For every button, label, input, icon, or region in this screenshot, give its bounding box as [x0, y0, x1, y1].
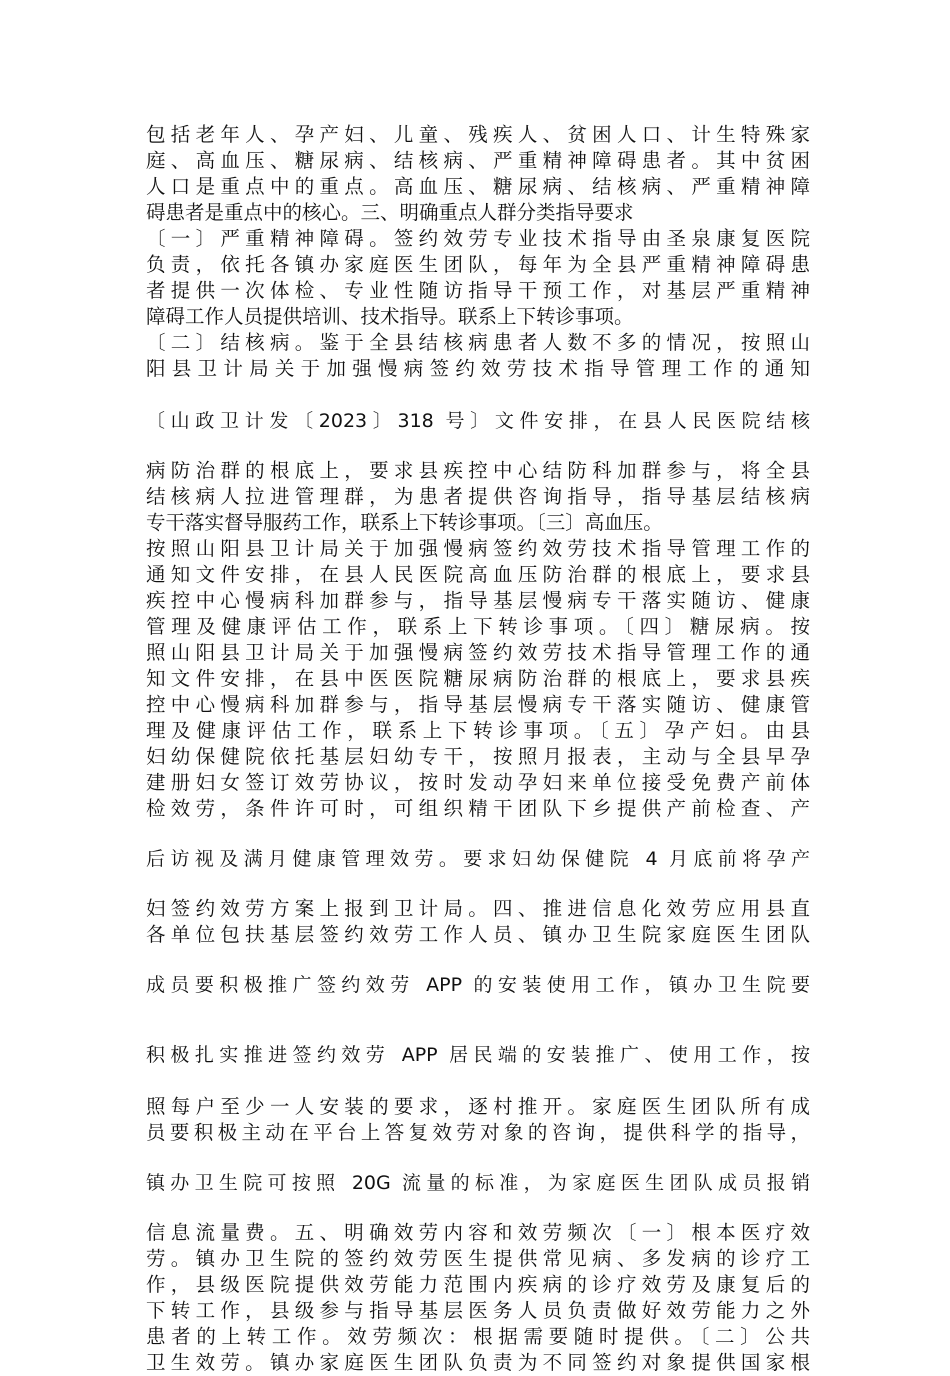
text-line: 照每户至少一人安装的要求，逐村推开。家庭医生团队所有成	[146, 1095, 810, 1118]
text-line: 按照山阳县卫计局关于加强慢病签约效劳技术指导管理工作的	[146, 537, 810, 560]
text-line: 建册妇女签订效劳协议，按时发动孕妇来单位接受免费产前体	[146, 771, 810, 794]
text-line: 者提供一次体检、专业性随访指导干预工作，对基层严重精神	[146, 279, 810, 302]
text-line: 障碍工作人员提供培训、技术指导。联系上下转诊事项。	[146, 305, 634, 328]
text-line: 卫生效劳。镇办家庭医生团队负责为不同签约对象提供国家根	[146, 1351, 810, 1374]
text-line: 信息流量费。五、明确效劳内容和效劳频次〔一〕根本医疗效	[146, 1221, 810, 1244]
text-line: 后访视及满月健康管理效劳。要求妇幼保健院 4 月底前将孕产	[146, 848, 810, 870]
text-line: 照山阳县卫计局关于加强慢病签约效劳技术指导管理工作的通	[146, 641, 810, 664]
text-line: 〔二〕结核病。鉴于全县结核病患者人数不多的情况，按照山	[146, 331, 810, 354]
text-line: 病防治群的根底上，要求县疾控中心结防科加群参与，将全县	[146, 459, 810, 482]
text-line: 阳县卫计局关于加强慢病签约效劳技术指导管理工作的通知	[146, 357, 810, 380]
text-line: 人口是重点中的重点。高血压、糖尿病、结核病、严重精神障	[146, 175, 810, 198]
text-line: 碍患者是重点中的核心。三、明确重点人群分类指导要求	[146, 201, 634, 224]
text-line: 控中心慢病科加群参与，指导基层慢病专干落实随访、健康管	[146, 693, 810, 716]
text-line: 庭、高血压、糖尿病、结核病、严重精神障碍患者。其中贫困	[146, 149, 810, 172]
text-line: 劳。镇办卫生院的签约效劳医生提供常见病、多发病的诊疗工	[146, 1247, 810, 1270]
text-line: 作，县级医院提供效劳能力范围内疾病的诊疗效劳及康复后的	[146, 1273, 810, 1296]
text-line: 下转工作，县级参与指导基层医务人员负责做好效劳能力之外	[146, 1299, 810, 1322]
text-line: 妇签约效劳方案上报到卫计局。四、推进信息化效劳应用县直	[146, 897, 810, 920]
text-line: 各单位包扶基层签约效劳工作人员、镇办卫生院家庭医生团队	[146, 923, 810, 946]
text-line: 包括老年人、孕产妇、儿童、残疾人、贫困人口、计生特殊家	[146, 123, 810, 146]
text-line: 结核病人拉进管理群，为患者提供咨询指导，指导基层结核病	[146, 485, 810, 508]
text-line: 积极扎实推进签约效劳 APP 居民端的安装推广、使用工作，按	[146, 1044, 810, 1066]
text-line: 检效劳，条件许可时，可组织精干团队下乡提供产前检查、产	[146, 797, 810, 820]
text-line: 知文件安排，在县中医医院糖尿病防治群的根底上，要求县疾	[146, 667, 810, 690]
text-line: 专干落实督导服药工作，联系上下转诊事项。〔三〕高血压。	[146, 511, 663, 534]
text-line: 镇办卫生院可按照 20G 流量的标准，为家庭医生团队成员报销	[146, 1172, 810, 1194]
text-line: 〔一〕严重精神障碍。签约效劳专业技术指导由圣泉康复医院	[146, 227, 810, 250]
text-line: 疾控中心慢病科加群参与，指导基层慢病专干落实随访、健康	[146, 589, 810, 612]
text-line: 负责，依托各镇办家庭医生团队，每年为全县严重精神障碍患	[146, 253, 810, 276]
text-line: 妇幼保健院依托基层妇幼专干，按照月报表，主动与全县早孕	[146, 745, 810, 768]
text-line: 患者的上转工作。效劳频次：根据需要随时提供。〔二〕公共	[146, 1325, 810, 1348]
text-line: 〔山政卫计发〔2023〕318 号〕文件安排，在县人民医院结核	[146, 410, 810, 432]
text-line: 通知文件安排，在县人民医院高血压防治群的根底上，要求县	[146, 563, 810, 586]
text-line: 成员要积极推广签约效劳 APP 的安装使用工作，镇办卫生院要	[146, 974, 810, 996]
text-line: 理及健康评估工作，联系上下转诊事项。〔五〕孕产妇。由县	[146, 719, 810, 742]
text-line: 管理及健康评估工作，联系上下转诊事项。〔四〕糖尿病。按	[146, 615, 810, 638]
text-line: 员要积极主动在平台上答复效劳对象的咨询，提供科学的指导，	[146, 1121, 810, 1144]
